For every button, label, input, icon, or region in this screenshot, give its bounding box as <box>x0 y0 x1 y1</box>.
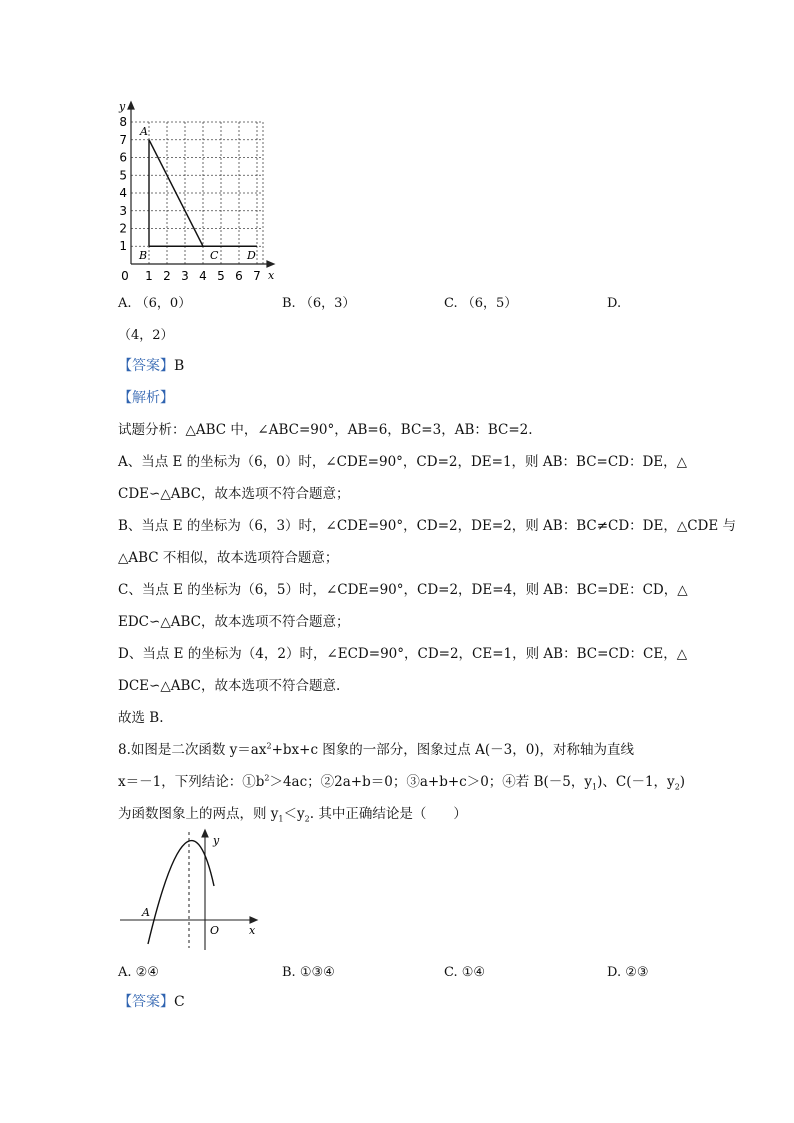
q7-option-b: B. （6，3） <box>282 296 356 311</box>
y-tick: 6 <box>119 150 127 165</box>
q8-sup: 2 <box>264 773 270 783</box>
y-tick: 1 <box>119 239 127 253</box>
q8-text: x＝－1，下列结论：①b <box>118 774 265 790</box>
answer-value: B <box>174 358 185 374</box>
y-tick: 4 <box>119 186 127 200</box>
q8-line-1 <box>118 742 634 758</box>
x-tick: 6 <box>235 269 243 283</box>
analysis-line: B、当点 E 的坐标为（6，3）时，∠CDE=90°，CD=2，DE=2，则 AB：BC≠CD：DE，△CDE 与 <box>118 518 737 534</box>
analysis-line: EDC∽△ABC，故本选项不符合题意； <box>118 614 350 630</box>
q7-option-d-value: （4，2） <box>118 328 174 343</box>
x-tick: 3 <box>181 269 189 283</box>
parabola-point-a-label: A <box>142 906 150 919</box>
q8-text: +bx+c 图象的一部分，图象过点 A(－3，0)，对称轴为直线 <box>271 742 635 758</box>
analysis-line: CDE∽△ABC，故本选项不符合题意； <box>118 486 350 502</box>
q8-text: ＜y <box>283 806 305 822</box>
analysis-line: A、当点 E 的坐标为（6，0）时，∠CDE=90°，CD=2，DE=1，则 AB：BC=CD：DE，△ <box>118 454 688 470</box>
x-tick: 2 <box>163 269 171 283</box>
analysis-line: C、当点 E 的坐标为（6，5）时，∠CDE=90°，CD=2，DE=4，则 AB：BC=DE：CD，△ <box>118 582 688 598</box>
y-tick: 2 <box>119 221 127 236</box>
answer-tag: 【答案】 <box>118 994 174 1010</box>
grid-figure <box>112 98 282 284</box>
y-axis-label: y <box>119 100 126 113</box>
y-tick: 8 <box>119 115 127 129</box>
q8-sub: 2 <box>674 782 680 792</box>
x-tick-labels <box>145 269 261 283</box>
q8-option-a: A. ②④ <box>118 965 159 980</box>
y-tick-labels <box>119 115 127 253</box>
answer-value: C <box>174 994 185 1010</box>
analysis-line: 试题分析：△ABC 中，∠ABC=90°，AB=6，BC=3，AB：BC=2. <box>118 422 533 438</box>
point-a-label: A <box>140 125 148 138</box>
q8-sub: 2 <box>304 814 310 824</box>
q8-option-b: B. ①③④ <box>282 965 335 980</box>
q7-analysis-tag: 【解析】 <box>118 390 174 406</box>
q7-answer <box>118 358 184 374</box>
parabola-figure <box>115 826 265 954</box>
point-c-label: C <box>210 249 219 262</box>
y-tick: 5 <box>119 168 127 183</box>
parabola-y-label: y <box>213 834 220 847</box>
q8-sup: 2 <box>266 741 272 751</box>
parabola-curve <box>148 841 214 944</box>
parabola-x-label: x <box>249 924 256 937</box>
q8-sub: 1 <box>592 782 598 792</box>
point-d-label: D <box>247 249 256 262</box>
q8-answer <box>118 994 185 1010</box>
analysis-line: 故选 B. <box>118 710 164 726</box>
q8-text: )、C(－1，y <box>597 774 675 790</box>
q8-text: ) <box>679 774 686 790</box>
q8-option-d: D. ②③ <box>607 965 649 980</box>
x-tick: 4 <box>199 269 207 283</box>
answer-tag: 【答案】 <box>118 358 174 374</box>
x-tick: 5 <box>217 269 225 283</box>
y-tick: 7 <box>119 133 127 147</box>
q8-text: ＞4ac；②2a+b＝0；③a+b+c＞0；④若 B(－5，y <box>269 774 592 790</box>
q8-line-3 <box>118 806 467 822</box>
y-tick: 3 <box>119 204 127 218</box>
q8-option-c: C. ①④ <box>444 965 486 980</box>
q7-option-c: C. （6，5） <box>444 296 518 311</box>
q7-option-a: A. （6，0） <box>118 296 192 311</box>
analysis-line: DCE∽△ABC，故本选项不符合题意. <box>118 678 341 694</box>
x-axis-label: x <box>268 269 275 282</box>
analysis-line: D、当点 E 的坐标为（4，2）时，∠ECD=90°，CD=2，CE=1，则 AB：BC=CD：CE，△ <box>118 646 688 662</box>
q7-option-d-label: D. <box>607 296 622 311</box>
q8-text: . 其中正确结论是（ ） <box>309 806 467 822</box>
analysis-line: △ABC 不相似，故本选项符合题意； <box>118 550 339 566</box>
x-tick: 1 <box>145 269 153 283</box>
q8-line-2 <box>118 774 685 790</box>
parabola-origin-label: O <box>210 924 220 937</box>
q8-text: 8.如图是二次函数 y＝ax <box>118 742 267 758</box>
point-b-label: B <box>139 249 148 262</box>
x-tick: 7 <box>253 269 261 283</box>
origin-label: 0 <box>121 269 129 283</box>
q8-sub: 1 <box>278 814 284 824</box>
q8-text: 为函数图象上的两点，则 y <box>118 806 279 822</box>
parabola-axes <box>120 830 257 950</box>
